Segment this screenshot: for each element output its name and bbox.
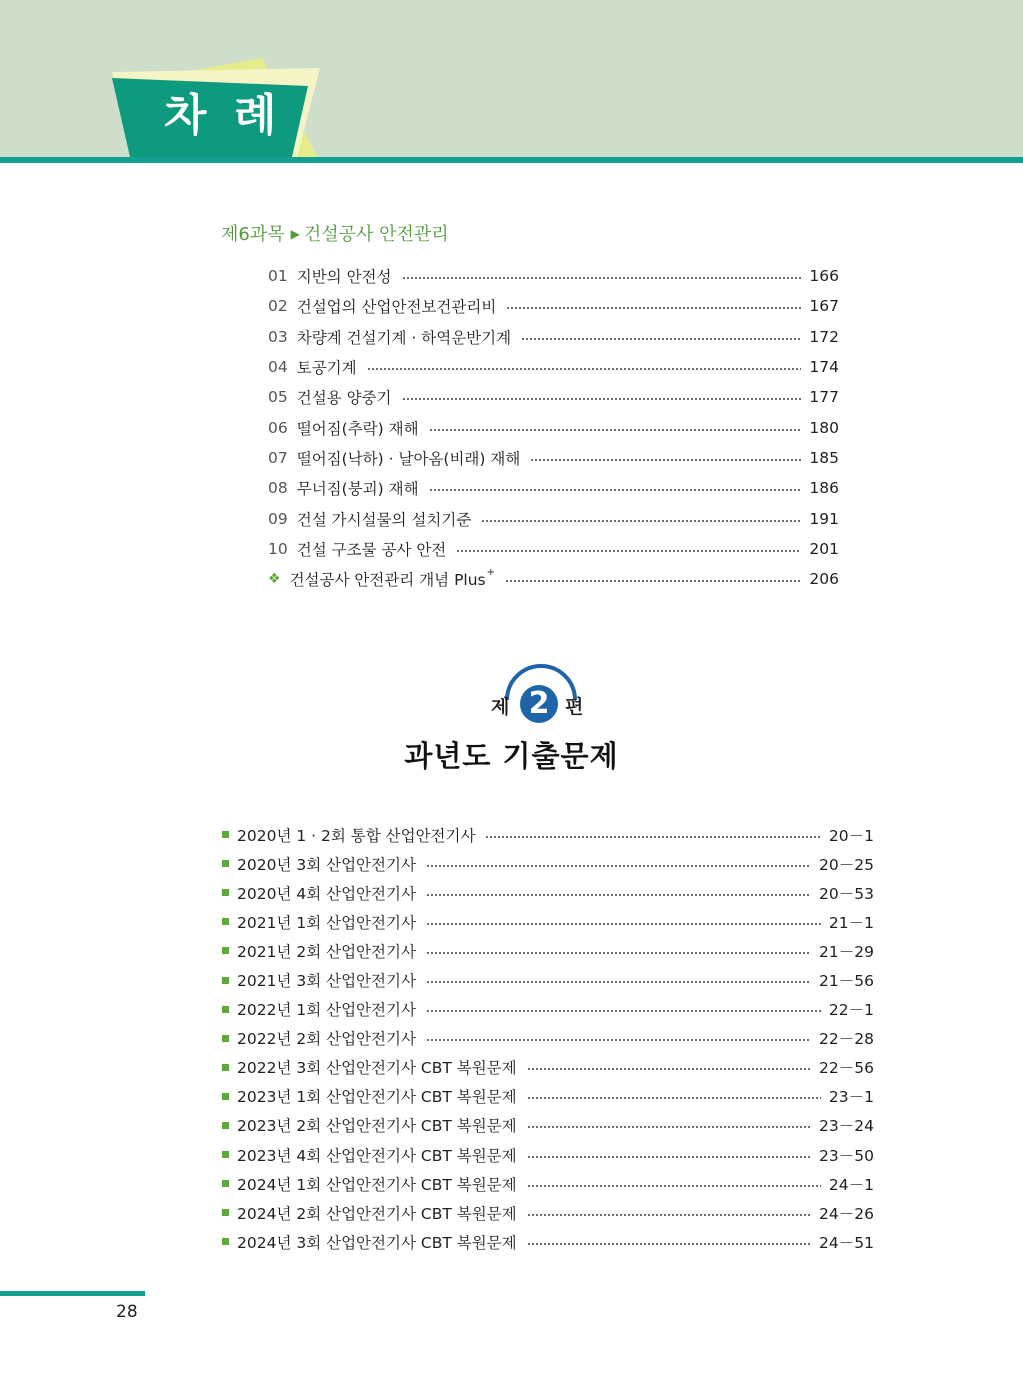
entry-number: 04	[268, 358, 288, 377]
entry-page: 23－24	[819, 1117, 874, 1136]
dot-leader	[521, 338, 801, 340]
title-tab-graphic	[0, 0, 1023, 163]
toc-entry[interactable]	[222, 1227, 874, 1256]
plus-superscript: +	[486, 566, 496, 578]
dot-leader	[530, 459, 801, 461]
part-label: 제6과목	[221, 224, 285, 245]
entry-title: 2020년 3회 산업안전기사	[237, 855, 416, 874]
entry-number: 05	[268, 388, 288, 407]
entry-number: 02	[268, 297, 288, 316]
toc-entry[interactable]	[268, 473, 839, 503]
dot-leader	[506, 307, 801, 309]
entry-title: 2022년 2회 산업안전기사	[237, 1030, 416, 1049]
toc-entry[interactable]	[268, 352, 839, 382]
square-bullet-icon	[222, 831, 229, 838]
square-bullet-icon	[222, 947, 229, 954]
square-bullet-icon	[222, 1122, 229, 1129]
entry-title: 2020년 4회 산업안전기사	[237, 884, 416, 903]
entry-number: 06	[268, 418, 288, 437]
page-number: 28	[116, 1302, 138, 1322]
toc-entry[interactable]	[222, 1169, 874, 1198]
header-rule	[0, 157, 1023, 163]
square-bullet-icon	[222, 1209, 229, 1216]
entry-page: 20－25	[819, 855, 874, 874]
entry-page: 174	[809, 358, 839, 377]
entry-number: 08	[268, 479, 288, 498]
entry-number: 03	[268, 327, 288, 346]
toc-entry[interactable]	[222, 878, 874, 907]
dot-leader	[426, 1010, 821, 1012]
entry-title: 2021년 3회 산업안전기사	[237, 972, 416, 991]
toc-entry[interactable]	[268, 322, 839, 352]
entry-page: 23－1	[828, 1088, 874, 1107]
entry-title: 떨어짐(추락) 재해	[296, 419, 419, 438]
entry-page: 166	[809, 267, 839, 286]
entry-page: 177	[809, 388, 839, 407]
dot-leader	[429, 489, 802, 491]
toc-entry[interactable]	[268, 291, 839, 321]
entry-title: 2024년 3회 산업안전기사 CBT 복원문제	[237, 1233, 517, 1252]
square-bullet-icon	[222, 1180, 229, 1187]
entry-page: 20－53	[819, 884, 874, 903]
dot-leader	[426, 952, 811, 954]
page-title: 차 례	[164, 90, 283, 141]
entry-page: 185	[809, 448, 839, 467]
part-toc	[268, 261, 839, 594]
toc-entry[interactable]	[268, 382, 839, 412]
section-number: 2	[528, 686, 550, 721]
square-bullet-icon	[222, 860, 229, 867]
entry-title: 차량계 건설기계 · 하역운반기계	[296, 328, 512, 347]
section-title: 과년도 기출문제	[404, 739, 619, 773]
toc-entry[interactable]	[222, 1024, 874, 1053]
entry-page: 24－51	[819, 1233, 874, 1252]
dot-leader	[426, 894, 811, 896]
toc-entry[interactable]	[222, 1111, 874, 1140]
dot-leader	[481, 520, 801, 522]
entry-page: 191	[809, 509, 839, 528]
entry-title: 2023년 4회 산업안전기사 CBT 복원문제	[237, 1146, 517, 1165]
entry-title: 건설공사 안전관리 개념 Plus	[289, 571, 486, 590]
entry-page: 180	[809, 418, 839, 437]
dot-leader	[426, 923, 821, 925]
entry-page: 24－1	[828, 1175, 874, 1194]
square-bullet-icon	[222, 1064, 229, 1071]
entry-page: 167	[809, 297, 839, 316]
dot-leader	[527, 1156, 811, 1158]
dot-leader	[402, 398, 802, 400]
dot-leader	[456, 550, 801, 552]
square-bullet-icon	[222, 1006, 229, 1013]
dot-leader	[426, 981, 811, 983]
toc-entry[interactable]	[222, 1082, 874, 1111]
dot-leader	[527, 1068, 811, 1070]
dot-leader	[485, 836, 820, 838]
toc-entry[interactable]	[222, 965, 874, 994]
toc-entry[interactable]	[222, 907, 874, 936]
toc-entry[interactable]	[268, 261, 839, 291]
exam-toc	[222, 820, 874, 1256]
entry-title: 2021년 2회 산업안전기사	[237, 942, 416, 961]
entry-page: 186	[809, 479, 839, 498]
entry-page: 172	[809, 327, 839, 346]
entry-title: 무너짐(붕괴) 재해	[296, 480, 419, 499]
part-heading	[221, 220, 449, 246]
section-suffix: 편	[565, 696, 584, 718]
entry-page: 206	[809, 570, 839, 589]
dot-leader	[527, 1097, 821, 1099]
dot-leader	[426, 1039, 811, 1041]
entry-number: 01	[268, 267, 288, 286]
entry-title: 건설용 양중기	[296, 389, 392, 408]
entry-page: 22－1	[828, 1001, 874, 1020]
toc-entry[interactable]	[268, 503, 839, 533]
entry-number: 10	[268, 539, 288, 558]
triangle-right-icon: ▶	[290, 227, 300, 241]
entry-page: 20－1	[828, 826, 874, 845]
entry-title: 2022년 3회 산업안전기사 CBT 복원문제	[237, 1059, 517, 1078]
toc-entry[interactable]	[268, 534, 839, 564]
entry-number: 07	[268, 448, 288, 467]
square-bullet-icon	[222, 918, 229, 925]
toc-entry[interactable]	[222, 1198, 874, 1227]
square-bullet-icon	[222, 1035, 229, 1042]
entry-number: 09	[268, 509, 288, 528]
entry-page: 21－1	[828, 913, 874, 932]
toc-entry[interactable]	[268, 443, 839, 473]
dot-leader	[505, 580, 801, 582]
square-bullet-icon	[222, 889, 229, 896]
toc-entry[interactable]	[268, 412, 839, 442]
entry-page: 24－26	[819, 1204, 874, 1223]
section-prefix: 제	[491, 696, 510, 718]
dot-leader	[527, 1243, 811, 1245]
entry-page: 21－56	[819, 972, 874, 991]
square-bullet-icon	[222, 1093, 229, 1100]
entry-page: 21－29	[819, 942, 874, 961]
entry-title: 2023년 1회 산업안전기사 CBT 복원문제	[237, 1088, 517, 1107]
entry-title: 2024년 1회 산업안전기사 CBT 복원문제	[237, 1175, 517, 1194]
entry-title: 건설 가시설물의 설치기준	[296, 510, 472, 529]
entry-title: 건설 구조물 공사 안전	[296, 540, 447, 559]
toc-entry[interactable]	[222, 1053, 874, 1082]
square-bullet-icon	[222, 1238, 229, 1245]
entry-page: 22－28	[819, 1030, 874, 1049]
entry-title: 떨어짐(낙하) · 날아옴(비래) 재해	[296, 449, 521, 468]
dot-leader	[527, 1214, 811, 1216]
entry-title: 2024년 2회 산업안전기사 CBT 복원문제	[237, 1204, 517, 1223]
entry-title: 2023년 2회 산업안전기사 CBT 복원문제	[237, 1117, 517, 1136]
footer-rule	[0, 1291, 145, 1296]
dot-leader	[402, 277, 802, 279]
entry-title: 2021년 1회 산업안전기사	[237, 913, 416, 932]
entry-title: 2022년 1회 산업안전기사	[237, 1001, 416, 1020]
toc-entry[interactable]	[222, 820, 874, 849]
dot-leader	[426, 865, 811, 867]
square-bullet-icon	[222, 977, 229, 984]
entry-title: 건설업의 산업안전보건관리비	[296, 298, 497, 317]
entry-page: 23－50	[819, 1146, 874, 1165]
diamond-bullet-icon: ❖	[268, 571, 281, 588]
dot-leader	[367, 368, 802, 370]
entry-page: 22－56	[819, 1059, 874, 1078]
square-bullet-icon	[222, 1151, 229, 1158]
entry-title: 2020년 1 · 2회 통합 산업안전기사	[237, 826, 476, 845]
toc-entry[interactable]	[222, 849, 874, 878]
toc-entry-plus[interactable]	[268, 564, 839, 594]
entry-title: 지반의 안전성	[296, 268, 392, 287]
dot-leader	[429, 429, 802, 431]
dot-leader	[527, 1126, 811, 1128]
entry-title: 토공기계	[296, 359, 357, 378]
toc-entry[interactable]	[222, 1140, 874, 1169]
entry-page: 201	[809, 539, 839, 558]
part-title: 건설공사 안전관리	[303, 224, 449, 245]
toc-entry[interactable]	[222, 995, 874, 1024]
dot-leader	[527, 1185, 821, 1187]
toc-entry[interactable]	[222, 936, 874, 965]
